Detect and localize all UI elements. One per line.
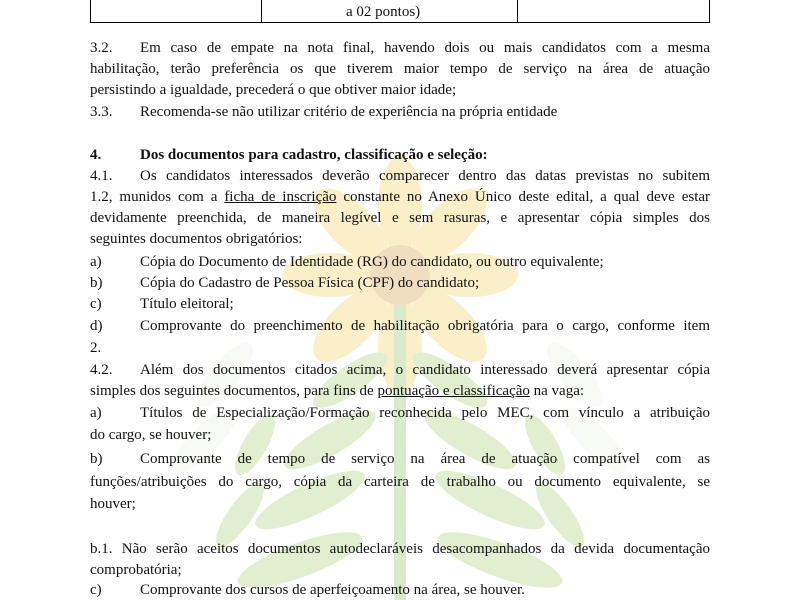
table-cell-text: a 02 pontos) bbox=[346, 4, 421, 20]
list-item-continuation: funções/atribuições do cargo, cópia da carteira de trabalho ou documento equivalente, se bbox=[90, 474, 710, 490]
list-item: b) Comprovante de tempo de serviço na área de atuação compatível com as bbox=[90, 451, 710, 467]
list-item-continuation: houver; bbox=[90, 496, 136, 512]
list-item: b) Cópia do Cadastro de Pessoa Física (CPF) do candidato; bbox=[90, 275, 480, 291]
list-item-continuation: 2. bbox=[90, 340, 102, 356]
section-4-heading: 4. Dos documentos para cadastro, classificação e seleção: bbox=[90, 147, 488, 163]
underlined-term: ficha de inscrição bbox=[224, 189, 337, 205]
section-4-2-line-1: 4.2. Além dos documentos citados acima, o candidato interessado deverá apresentar cópia bbox=[90, 362, 710, 378]
section-number: 4. bbox=[90, 147, 102, 163]
list-item: c) Título eleitoral; bbox=[90, 296, 234, 312]
list-item: a) Cópia do Documento de Identidade (RG) do candidato, ou outro equivalente; bbox=[90, 254, 604, 270]
underlined-term: pontuação e classificação bbox=[377, 383, 530, 399]
section-number: 4.2. bbox=[90, 362, 113, 378]
table-divider bbox=[517, 0, 518, 22]
table-divider bbox=[261, 0, 262, 22]
section-3-2-line-3: persistindo a igualdade, precederá o que obtiver maior idade; bbox=[90, 82, 457, 98]
section-4-1-line-3: devidamente preenchida, de maneira legível e sem rasuras, e apresentar cópia simples dos bbox=[90, 210, 710, 226]
table-fragment bbox=[90, 0, 710, 23]
section-number: 3.3. bbox=[90, 104, 113, 120]
list-item: c) Comprovante dos cursos de aperfeiçoamento na área, se houver. bbox=[90, 582, 525, 598]
note-b-1-line-2: comprobatória; bbox=[90, 562, 182, 578]
section-number: 3.2. bbox=[90, 40, 113, 56]
section-3-3: 3.3. Recomenda-se não utilizar critério de experiência na própria entidade bbox=[90, 104, 558, 120]
section-4-1-line-2: 1.2, munidos com a ficha de inscrição constante no Anexo Único deste edital, a qual deve estar bbox=[90, 189, 711, 205]
section-3-2-line-1: 3.2. Em caso de empate na nota final, havendo dois ou mais candidatos com a mesma bbox=[90, 40, 710, 56]
section-4-1-line-1: 4.1. Os candidatos interessados deverão comparecer dentro das datas previstas no subitem bbox=[90, 168, 710, 184]
list-item: d) Comprovante do preenchimento de habilitação obrigatória para o cargo, conforme item bbox=[90, 318, 710, 334]
section-3-2-line-2: habilitação, terão preferência os que tiverem maior tempo de serviço na área de atuação bbox=[90, 61, 710, 77]
section-4-2-line-2: simples dos seguintes documentos, para fins de pontuação e classificação na vaga: bbox=[90, 383, 585, 399]
list-item-continuation: do cargo, se houver; bbox=[90, 427, 212, 443]
note-b-1-line-1: b.1. Não serão aceitos documentos autodeclaráveis desacompanhados da devida documentação bbox=[90, 541, 710, 557]
list-item: a) Títulos de Especialização/Formação reconhecida pelo MEC, com vínculo a atribuição bbox=[90, 405, 710, 421]
section-4-1-line-4: seguintes documentos obrigatórios: bbox=[90, 231, 303, 247]
section-number: 4.1. bbox=[90, 168, 113, 184]
